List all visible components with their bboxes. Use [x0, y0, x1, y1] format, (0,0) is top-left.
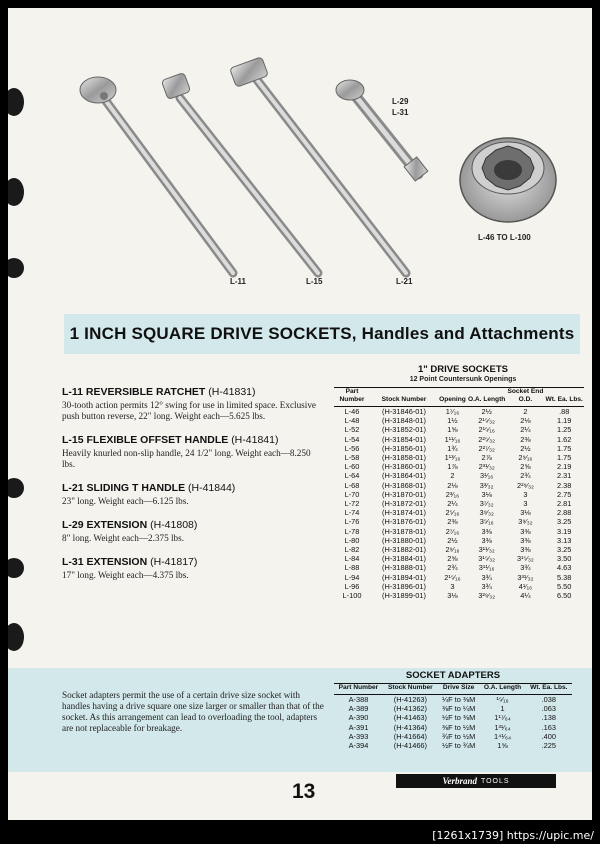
product-ref: (H-41808)	[150, 519, 198, 531]
table-row	[334, 527, 584, 536]
banner-title	[70, 324, 575, 344]
extension-image	[336, 80, 428, 181]
adapters-table-section	[334, 670, 592, 750]
table-cell: .88	[559, 407, 570, 416]
table-cell: L-68	[344, 480, 360, 490]
table-cell: 2¼	[520, 425, 531, 435]
table-cell: 1³¹⁄₆₄	[494, 722, 511, 732]
table-cell: (H-31852-01)	[382, 425, 426, 435]
table-cell: 3⅜	[520, 526, 531, 536]
product-ref: (H-41844)	[188, 482, 236, 494]
col-header-weight: Wt. Ea. Lbs.	[530, 684, 568, 691]
col-header-part: Part Number	[339, 388, 365, 403]
table-cell: 3	[450, 581, 455, 591]
binder-hole	[8, 478, 24, 498]
table-cell: 2¹⁵⁄₁₆	[478, 425, 495, 435]
table-cell: 1⁷⁄₁₆	[445, 407, 460, 416]
table-cell: 2⅝	[520, 462, 531, 472]
col-header-part: Part Number	[338, 684, 379, 691]
product-item	[62, 386, 324, 422]
table-cell: (H-41364)	[393, 722, 428, 732]
table-cell: (H-31864-01)	[382, 471, 426, 481]
offset-handle-l15-image	[161, 72, 318, 273]
table-row	[334, 741, 572, 750]
product-item	[62, 434, 324, 470]
table-cell: 4¼	[520, 591, 531, 601]
table-cell: ⅜F to ¼M	[441, 704, 476, 714]
table-cell: 2½	[447, 535, 458, 545]
table-cell: 2⅛	[447, 480, 458, 490]
table-cell: 2.38	[557, 480, 572, 490]
table-cell: (H-31856-01)	[382, 443, 426, 453]
ratchet-l11-image	[80, 77, 233, 273]
table-cell: 2⁹⁄₁₆	[445, 545, 460, 555]
col-header-oa-length: O.A. Length	[483, 684, 522, 691]
table-cell: 2⅜	[520, 434, 531, 444]
table-cell: (H-31868-01)	[382, 480, 426, 490]
product-item	[62, 519, 324, 544]
table-cell: (H-31872-01)	[382, 499, 426, 509]
label-l31: L-31	[392, 108, 409, 117]
table-cell: 6.50	[557, 591, 572, 601]
table-row	[334, 435, 584, 444]
table-cell: 2⁵⁄₁₆	[445, 508, 460, 518]
table-cell: 3.50	[557, 554, 572, 564]
table-cell: 2	[523, 407, 528, 416]
table-cell: L-54	[344, 434, 360, 444]
product-ref: (H-41831)	[208, 386, 256, 398]
table-cell: .063	[541, 704, 557, 714]
table-row	[334, 453, 584, 462]
table-cell: 1.25	[557, 425, 572, 435]
table-cell: A-391	[348, 722, 369, 732]
table-row	[334, 591, 584, 600]
table-cell: 3⁹⁄₃₂	[518, 517, 533, 527]
table-cell: 3²⁹⁄₃₂	[478, 591, 496, 601]
table-cell: .138	[541, 713, 557, 723]
label-l15: L-15	[306, 277, 323, 286]
table-cell: 1.19	[557, 416, 572, 426]
table-cell: L-74	[344, 508, 360, 518]
table-cell: .400	[541, 731, 557, 741]
table-cell: (H-31860-01)	[382, 462, 426, 472]
table-cell: 3¹⁵⁄₃₂	[517, 554, 534, 564]
table-cell: 3¹⁵⁄₃₂	[478, 554, 496, 564]
brand-bar	[396, 774, 556, 788]
table-cell: L-84	[344, 554, 360, 564]
table-cell: 2¹⁵⁄₁₆	[444, 572, 461, 582]
table-header-row	[334, 388, 584, 407]
product-item	[62, 556, 324, 581]
table-row	[334, 481, 584, 490]
table-cell: (H-41362)	[393, 704, 428, 714]
table-row	[334, 416, 584, 425]
table-cell: 3	[523, 499, 528, 509]
product-description: 8" long. Weight each—2.375 lbs.	[62, 533, 185, 543]
table-cell: 3¾	[481, 581, 492, 591]
col-header-opening: Opening	[439, 396, 466, 403]
table-cell: (H-31878-01)	[382, 526, 426, 536]
col-header-drive-size: Drive Size	[442, 684, 475, 691]
table-cell: 2³⁄₁₆	[445, 489, 460, 499]
table-cell: 2½	[481, 407, 492, 416]
table-cell: .038	[541, 695, 557, 704]
table-cell: (H-31858-01)	[382, 453, 426, 463]
adapters-table-title: SOCKET ADAPTERS	[405, 670, 501, 681]
title-banner	[64, 314, 580, 354]
table-cell: 2¾	[447, 563, 458, 573]
table-cell: 2.19	[557, 462, 572, 472]
adapters-table-body	[334, 695, 572, 751]
table-cell: 2²⁵⁄₃₂	[478, 434, 496, 444]
table-cell: (H-31880-01)	[382, 535, 426, 545]
product-description: 23" long. Weight each—6.125 lbs.	[62, 496, 189, 506]
table-row	[334, 723, 572, 732]
table-cell: (H-41466)	[393, 741, 428, 751]
table-cell: 2⅞	[481, 453, 492, 463]
sockets-table-subtitle: 12 Point Countersunk Openings	[409, 376, 517, 383]
table-row	[334, 508, 584, 517]
table-cell: 2⅛	[520, 416, 531, 426]
table-cell: 3³⁄₃₂	[479, 480, 494, 490]
table-row	[334, 425, 584, 434]
table-row	[334, 499, 584, 508]
table-cell: L-60	[344, 462, 360, 472]
sockets-table-body	[334, 407, 584, 601]
product-description: 30-tooth action permits 12° swing for use in limited space. Exclusive push button reverse, 22" long. Weight each—5.625 lbs.	[62, 400, 316, 421]
table-cell: L-80	[344, 535, 360, 545]
table-cell: .225	[541, 741, 557, 751]
table-cell: 2⁹⁄₁₆	[518, 453, 533, 463]
socket-image	[460, 138, 556, 222]
product-code: L-29 EXTENSION	[62, 519, 148, 531]
table-cell: 3⅜	[520, 545, 531, 555]
table-row	[334, 407, 584, 417]
label-l11: L-11	[230, 277, 247, 286]
table-cell: 2.81	[557, 499, 572, 509]
table-cell: 3³¹⁄₃₂	[517, 572, 534, 582]
table-cell: 3⁵⁄₁₆	[479, 517, 494, 527]
table-cell: ¹⁵⁄₁₆	[496, 695, 509, 704]
table-cell: A-389	[348, 704, 369, 714]
product-item	[62, 482, 324, 507]
table-row	[334, 490, 584, 499]
product-heading	[62, 556, 324, 568]
page-number: 13	[292, 780, 316, 803]
table-cell: 3¹⁄₁₆	[480, 471, 494, 481]
label-socket-range: L-46 TO L-100	[478, 233, 531, 242]
table-cell: (H-31888-01)	[382, 563, 426, 573]
table-cell: L-52	[344, 425, 360, 435]
table-row	[334, 462, 584, 471]
table-cell: A-388	[348, 695, 369, 704]
adapters-table	[334, 683, 572, 750]
table-cell: A-390	[348, 713, 369, 723]
table-cell: L-78	[344, 526, 360, 536]
table-cell: 1	[500, 704, 505, 714]
table-cell: ¼F to ⅜M	[441, 695, 476, 704]
table-cell: (H-31899-01)	[382, 591, 426, 601]
table-cell: 3.25	[557, 517, 572, 527]
table-row	[334, 517, 584, 526]
table-cell: 5.50	[557, 581, 572, 591]
table-cell: 3⅜	[481, 535, 492, 545]
table-cell: L-64	[344, 471, 360, 481]
table-row	[334, 554, 584, 563]
table-row	[334, 732, 572, 741]
label-l29: L-29	[392, 97, 409, 106]
table-cell: 1⅝	[497, 741, 508, 751]
table-cell: ½F to ¾M	[441, 741, 476, 751]
table-cell: 3.19	[557, 526, 572, 536]
table-row	[334, 536, 584, 545]
table-cell: 3.13	[557, 535, 572, 545]
table-cell: (H-31846-01)	[382, 407, 426, 416]
table-cell: (H-31876-01)	[382, 517, 426, 527]
table-cell: 3⅛	[447, 591, 458, 601]
table-cell: (H-31870-01)	[382, 489, 426, 499]
table-cell: 2¼	[447, 499, 458, 509]
product-heading	[62, 386, 324, 398]
image-source-footer: [1261x1739] https://upic.me/	[432, 829, 594, 842]
table-cell: L-56	[344, 443, 360, 453]
table-cell: 1.75	[557, 453, 572, 463]
table-cell: L-46	[344, 407, 360, 416]
product-description: Heavily knurled non-slip handle, 24 1/2" long. Weight each—8.250 lbs.	[62, 448, 311, 469]
table-cell: L-96	[344, 581, 360, 591]
tools-photo	[8, 8, 592, 308]
table-row	[334, 545, 584, 554]
table-cell: ⅜F to ½M	[441, 722, 476, 732]
table-cell: 2¹⁵⁄₃₂	[478, 416, 496, 426]
table-cell: (H-31854-01)	[382, 434, 426, 444]
sockets-table-title: 1" DRIVE SOCKETS	[417, 364, 509, 375]
label-l21: L-21	[396, 277, 413, 286]
table-cell: (H-31848-01)	[382, 416, 426, 426]
col-header-socket-end: Socket End O.D.	[507, 388, 544, 403]
table-cell: (H-41263)	[393, 695, 428, 704]
table-cell: 1.75	[557, 443, 572, 453]
table-cell: 1¹³⁄₁₆	[444, 453, 461, 463]
table-header-row	[334, 684, 572, 695]
table-cell: 3⅜	[481, 526, 492, 536]
table-row	[334, 582, 584, 591]
table-cell: A-394	[348, 741, 369, 751]
product-ref: (H-41817)	[150, 556, 198, 568]
col-header-stock: Stock Number	[381, 396, 427, 403]
table-cell: 2³¹⁄₃₂	[478, 462, 495, 472]
col-header-stock: Stock Number	[388, 684, 433, 691]
table-cell: 3¾	[481, 572, 492, 582]
table-cell: 3⅜	[520, 535, 531, 545]
table-cell: 2	[450, 471, 455, 481]
catalog-page	[8, 8, 592, 820]
table-cell: 4¹⁄₁₆	[518, 581, 533, 591]
table-cell: 5.38	[557, 572, 572, 582]
banner-title-rest: Handles and Attachments	[356, 324, 575, 343]
table-cell: .163	[541, 722, 557, 732]
table-cell: (H-31884-01)	[382, 554, 426, 564]
table-cell: (H-31874-01)	[382, 508, 426, 518]
table-cell: 2⅝	[447, 554, 458, 564]
table-cell: 2.88	[557, 508, 572, 518]
table-cell: 3.25	[557, 545, 572, 555]
table-cell: 3¹¹⁄₃₂	[478, 545, 495, 555]
table-cell: 3¾	[520, 563, 531, 573]
table-cell: (H-41664)	[393, 731, 428, 741]
table-row	[334, 695, 572, 705]
table-cell: L-70	[344, 489, 360, 499]
table-cell: 3⁷⁄₃₂	[479, 499, 494, 509]
table-cell: 1⅝	[447, 425, 458, 435]
table-cell: 4.63	[557, 563, 572, 573]
sockets-table	[334, 387, 584, 600]
product-list	[62, 386, 324, 593]
table-row	[334, 704, 572, 713]
t-handle-l21-image	[230, 57, 406, 273]
table-cell: 3¹¹⁄₁₆	[478, 563, 495, 573]
product-heading	[62, 482, 324, 494]
product-heading	[62, 434, 324, 446]
table-cell: L-58	[344, 453, 360, 463]
product-code: L-21 SLIDING T HANDLE	[62, 482, 186, 494]
product-heading	[62, 519, 324, 531]
brand-logo: Verbrand	[442, 776, 477, 786]
adapters-description: Socket adapters permit the use of a certain drive size socket with handles having a drive square one size larger or smaller than that of the socket. As this arrangement can lead to overloading the tool, adapters are not replaceable for breakage.	[62, 690, 324, 733]
table-cell: 3⅛	[520, 508, 531, 518]
binder-hole	[8, 558, 24, 578]
table-cell: 1¹⁷⁄₆₄	[494, 713, 511, 723]
table-cell: (H-41463)	[393, 713, 428, 723]
table-cell: 2⁷⁄₁₆	[445, 526, 460, 536]
table-cell: A-393	[348, 731, 369, 741]
table-cell: 2.75	[557, 489, 572, 499]
brand-word: TOOLS	[480, 777, 510, 785]
product-code: L-15 FLEXIBLE OFFSET HANDLE	[62, 434, 229, 446]
banner-title-main: 1 INCH SQUARE DRIVE SOCKETS,	[69, 324, 357, 343]
table-cell: L-76	[344, 517, 360, 527]
col-header-oa-length: O.A. Length	[467, 396, 506, 403]
product-code: L-11 REVERSIBLE RATCHET	[62, 386, 206, 398]
table-cell: L-88	[344, 563, 360, 573]
table-cell: (H-31894-01)	[382, 572, 426, 582]
table-row	[334, 471, 584, 480]
table-cell: 1⁴¹⁄₆₄	[494, 731, 511, 741]
table-cell: L-72	[344, 499, 360, 509]
table-row	[334, 573, 584, 582]
table-cell: 1½	[447, 416, 458, 426]
table-cell: 3	[523, 489, 528, 499]
table-cell: 1¾	[447, 443, 458, 453]
table-row	[334, 713, 572, 722]
table-cell: 1⅞	[447, 462, 458, 472]
table-cell: 2.31	[557, 471, 572, 481]
table-cell: 2²⁷⁄₃₂	[478, 443, 495, 453]
col-header-weight: Wt. Ea. Lbs.	[545, 396, 583, 403]
table-row	[334, 563, 584, 572]
binder-hole	[8, 623, 24, 651]
sockets-table-section	[334, 364, 592, 600]
table-cell: 1.62	[557, 434, 572, 444]
table-cell: 2⅜	[447, 517, 458, 527]
table-cell: 2¾	[520, 471, 531, 481]
table-cell: 3⁹⁄₃₂	[479, 508, 494, 518]
table-cell: (H-31896-01)	[382, 581, 426, 591]
table-cell: L-100	[342, 591, 362, 601]
table-cell: 3⅛	[481, 489, 492, 499]
table-cell: ¾F to ½M	[441, 731, 476, 741]
table-cell: (H-31882-01)	[382, 545, 426, 555]
product-ref: (H-41841)	[231, 434, 279, 446]
table-cell: ½F to ⅜M	[441, 713, 476, 723]
table-cell: 2½	[520, 443, 531, 453]
table-row	[334, 444, 584, 453]
table-cell: L-94	[344, 572, 360, 582]
table-cell: 2²⁹⁄₃₂	[516, 480, 534, 490]
table-cell: L-82	[344, 545, 360, 555]
product-code: L-31 EXTENSION	[62, 556, 148, 568]
product-description: 17" long. Weight each—4.375 lbs.	[62, 570, 189, 580]
table-cell: 1¹¹⁄₁₆	[444, 434, 461, 444]
table-cell: L-48	[344, 416, 360, 426]
